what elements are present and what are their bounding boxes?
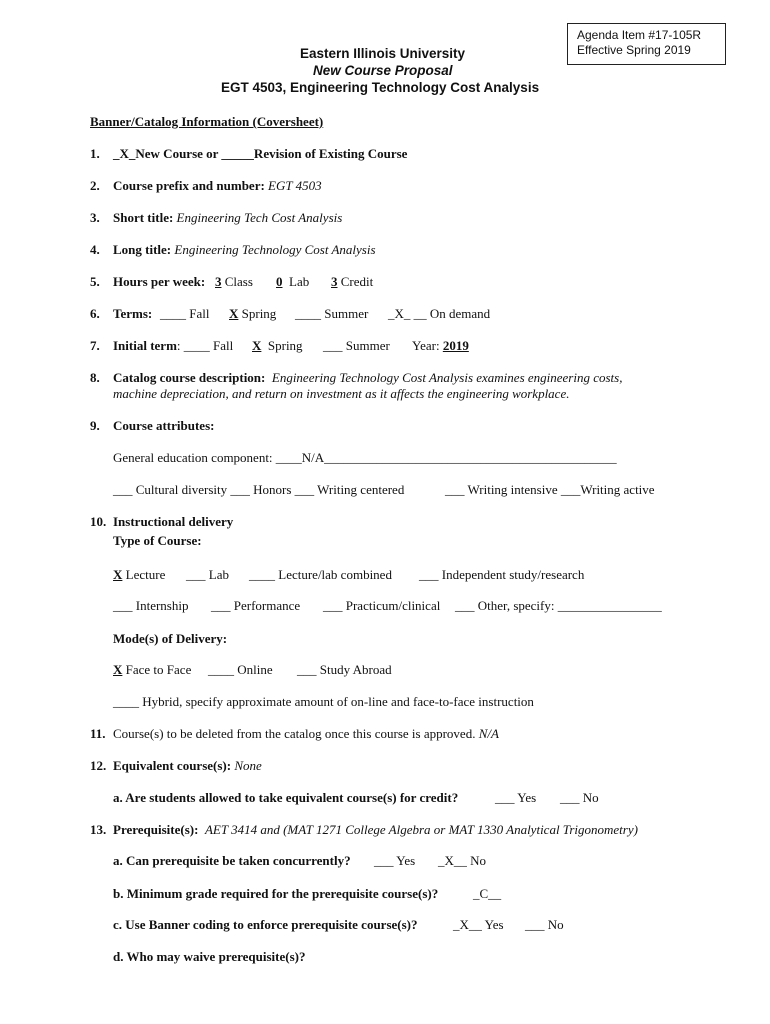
short-title-value: Engineering Tech Cost Analysis [176, 210, 343, 225]
term-spring [229, 306, 276, 322]
catalog-description-cont [113, 386, 569, 402]
equivalent-courses-row [113, 758, 262, 774]
banner-coding-yes: _X__ Yes [453, 917, 504, 932]
mode-study-abroad: ___ Study Abroad [297, 662, 392, 677]
type-performance: ___ Performance [211, 598, 301, 613]
initial-term-label-text: Initial term [113, 338, 177, 353]
initial-term-summer: ___ Summer [323, 338, 390, 353]
item-number: 4. [90, 242, 100, 257]
minimum-grade-question: b. Minimum grade required for the prerequisite course(s)? [113, 886, 439, 901]
equivalent-credit-question: a. Are students allowed to take equivalent course(s) for credit? [113, 790, 459, 805]
initial-term-spring-label: Spring [267, 338, 303, 353]
long-title-label: Long title: [113, 242, 172, 257]
item-number: 13. [90, 822, 107, 837]
course-prefix-row [113, 178, 322, 194]
initial-term-spring-mark: X [252, 338, 262, 353]
type-lecture-label: Lecture [125, 567, 166, 582]
item-number: 9. [90, 418, 100, 433]
delivery-modes-label: Mode(s) of Delivery: [113, 631, 228, 646]
mode-face-to-face [113, 662, 191, 678]
initial-term-year [412, 338, 469, 354]
term-summer: ____ Summer [295, 306, 369, 321]
attributes-list: ___ Cultural diversity ___ Honors ___ Writing centered [113, 482, 405, 497]
credit-hours [331, 274, 373, 290]
year-value: 2019 [442, 338, 469, 353]
item-number: 8. [90, 370, 100, 385]
item-number: 7. [90, 338, 100, 353]
long-title-row [113, 242, 376, 258]
banner-coding-question: c. Use Banner coding to enforce prerequisite course(s)? [113, 917, 418, 932]
type-lecture [113, 567, 165, 583]
equivalent-credit-no: ___ No [560, 790, 599, 805]
class-hours-label: Class [224, 274, 253, 289]
section-title: Banner/Catalog Information (Coversheet) [90, 114, 324, 129]
university-title: Eastern Illinois University [300, 46, 466, 61]
prerequisites-label: Prerequisite(s): [113, 822, 199, 837]
terms-label-text: Terms: [113, 306, 153, 321]
term-fall: ____ Fall [160, 306, 210, 321]
banner-coding-no: ___ No [525, 917, 564, 932]
long-title-value: Engineering Technology Cost Analysis [174, 242, 376, 257]
concurrent-question: a. Can prerequisite be taken concurrently? [113, 853, 351, 868]
mode-f2f-label: Face to Face [125, 662, 192, 677]
mode-f2f-mark: X [113, 662, 123, 677]
mode-hybrid: ____ Hybrid, specify approximate amount of on-line and face-to-face instruction [113, 694, 534, 709]
item-number: 2. [90, 178, 100, 193]
course-title: EGT 4503, Engineering Technology Cost Analysis [221, 80, 540, 95]
hours-label [113, 274, 205, 290]
deleted-courses-value: N/A [478, 726, 499, 741]
item-number: 3. [90, 210, 100, 225]
equivalent-credit-yes: ___ Yes [495, 790, 537, 805]
waive-prerequisite-question: d. Who may waive prerequisite(s)? [113, 949, 306, 964]
course-prefix-value: EGT 4503 [268, 178, 322, 193]
item-number: 6. [90, 306, 100, 321]
lab-hours-value: 0 [276, 274, 283, 289]
equivalent-courses-value: None [234, 758, 262, 773]
credit-hours-label: Credit [340, 274, 374, 289]
proposal-title: New Course Proposal [313, 63, 453, 78]
type-of-course-label: Type of Course: [113, 533, 202, 548]
catalog-description-row [113, 370, 622, 386]
type-lecture-lab: ____ Lecture/lab combined [249, 567, 392, 582]
short-title-row [113, 210, 342, 226]
prerequisites-value: AET 3414 and (MAT 1271 College Algebra or MAT 1330 Analytical Trigonometry) [204, 822, 638, 837]
short-title-label: Short title: [113, 210, 174, 225]
term-on-demand: _X_ __ On demand [388, 306, 491, 321]
catalog-description-line1: Engineering Technology Cost Analysis examines engineering costs, [271, 370, 623, 385]
deleted-courses-row [113, 726, 499, 742]
term-spring-mark: X [229, 306, 239, 321]
concurrent-yes: ___ Yes [374, 853, 416, 868]
catalog-description-line2: machine depreciation, and return on investment as it affects the engineering workplace. [113, 386, 570, 401]
catalog-description-label: Catalog course description: [113, 370, 266, 385]
deleted-courses-text: Course(s) to be deleted from the catalog once this course is approved. [113, 726, 476, 741]
attributes-list-2: ___ Writing intensive ___Writing active [445, 482, 655, 497]
type-internship: ___ Internship [113, 598, 189, 613]
mode-online: ____ Online [208, 662, 273, 677]
lab-hours [276, 274, 309, 290]
type-lecture-mark: X [113, 567, 123, 582]
agenda-item: Agenda Item #17-105R [577, 28, 702, 42]
hours-label-text: Hours per week: [113, 274, 206, 289]
item-number: 10. [90, 514, 107, 529]
type-practicum: ___ Practicum/clinical [323, 598, 441, 613]
type-independent-study: ___ Independent study/research [419, 567, 585, 582]
prerequisites-row [113, 822, 638, 838]
lab-hours-label: Lab [289, 274, 310, 289]
type-other: ___ Other, specify: ________________ [455, 598, 662, 613]
equivalent-courses-label: Equivalent course(s): [113, 758, 232, 773]
concurrent-no: _X__ No [438, 853, 487, 868]
item-number: 11. [90, 726, 106, 741]
credit-hours-value: 3 [331, 274, 338, 289]
gen-ed-component: General education component: ____N/A_____________________________________________ [113, 450, 617, 465]
item-number: 12. [90, 758, 107, 773]
item-number: 1. [90, 146, 100, 161]
course-attributes-label: Course attributes: [113, 418, 215, 433]
minimum-grade-value: _C__ [473, 886, 502, 901]
class-hours [215, 274, 253, 290]
year-label: Year: [412, 338, 440, 353]
course-prefix-label: Course prefix and number: [113, 178, 265, 193]
class-hours-value: 3 [215, 274, 222, 289]
initial-term-spring [252, 338, 303, 354]
initial-term-label [113, 338, 233, 354]
initial-term-fall: : ____ Fall [176, 338, 234, 353]
agenda-box [567, 23, 726, 65]
new-course-choice: _X_New Course or _____Revision of Existing Course [113, 146, 408, 161]
term-spring-label: Spring [241, 306, 277, 321]
agenda-effective: Effective Spring 2019 [577, 43, 691, 57]
item-number: 5. [90, 274, 100, 289]
terms-label [113, 306, 152, 322]
instructional-delivery-label: Instructional delivery [113, 514, 234, 529]
type-lab: ___ Lab [186, 567, 229, 582]
